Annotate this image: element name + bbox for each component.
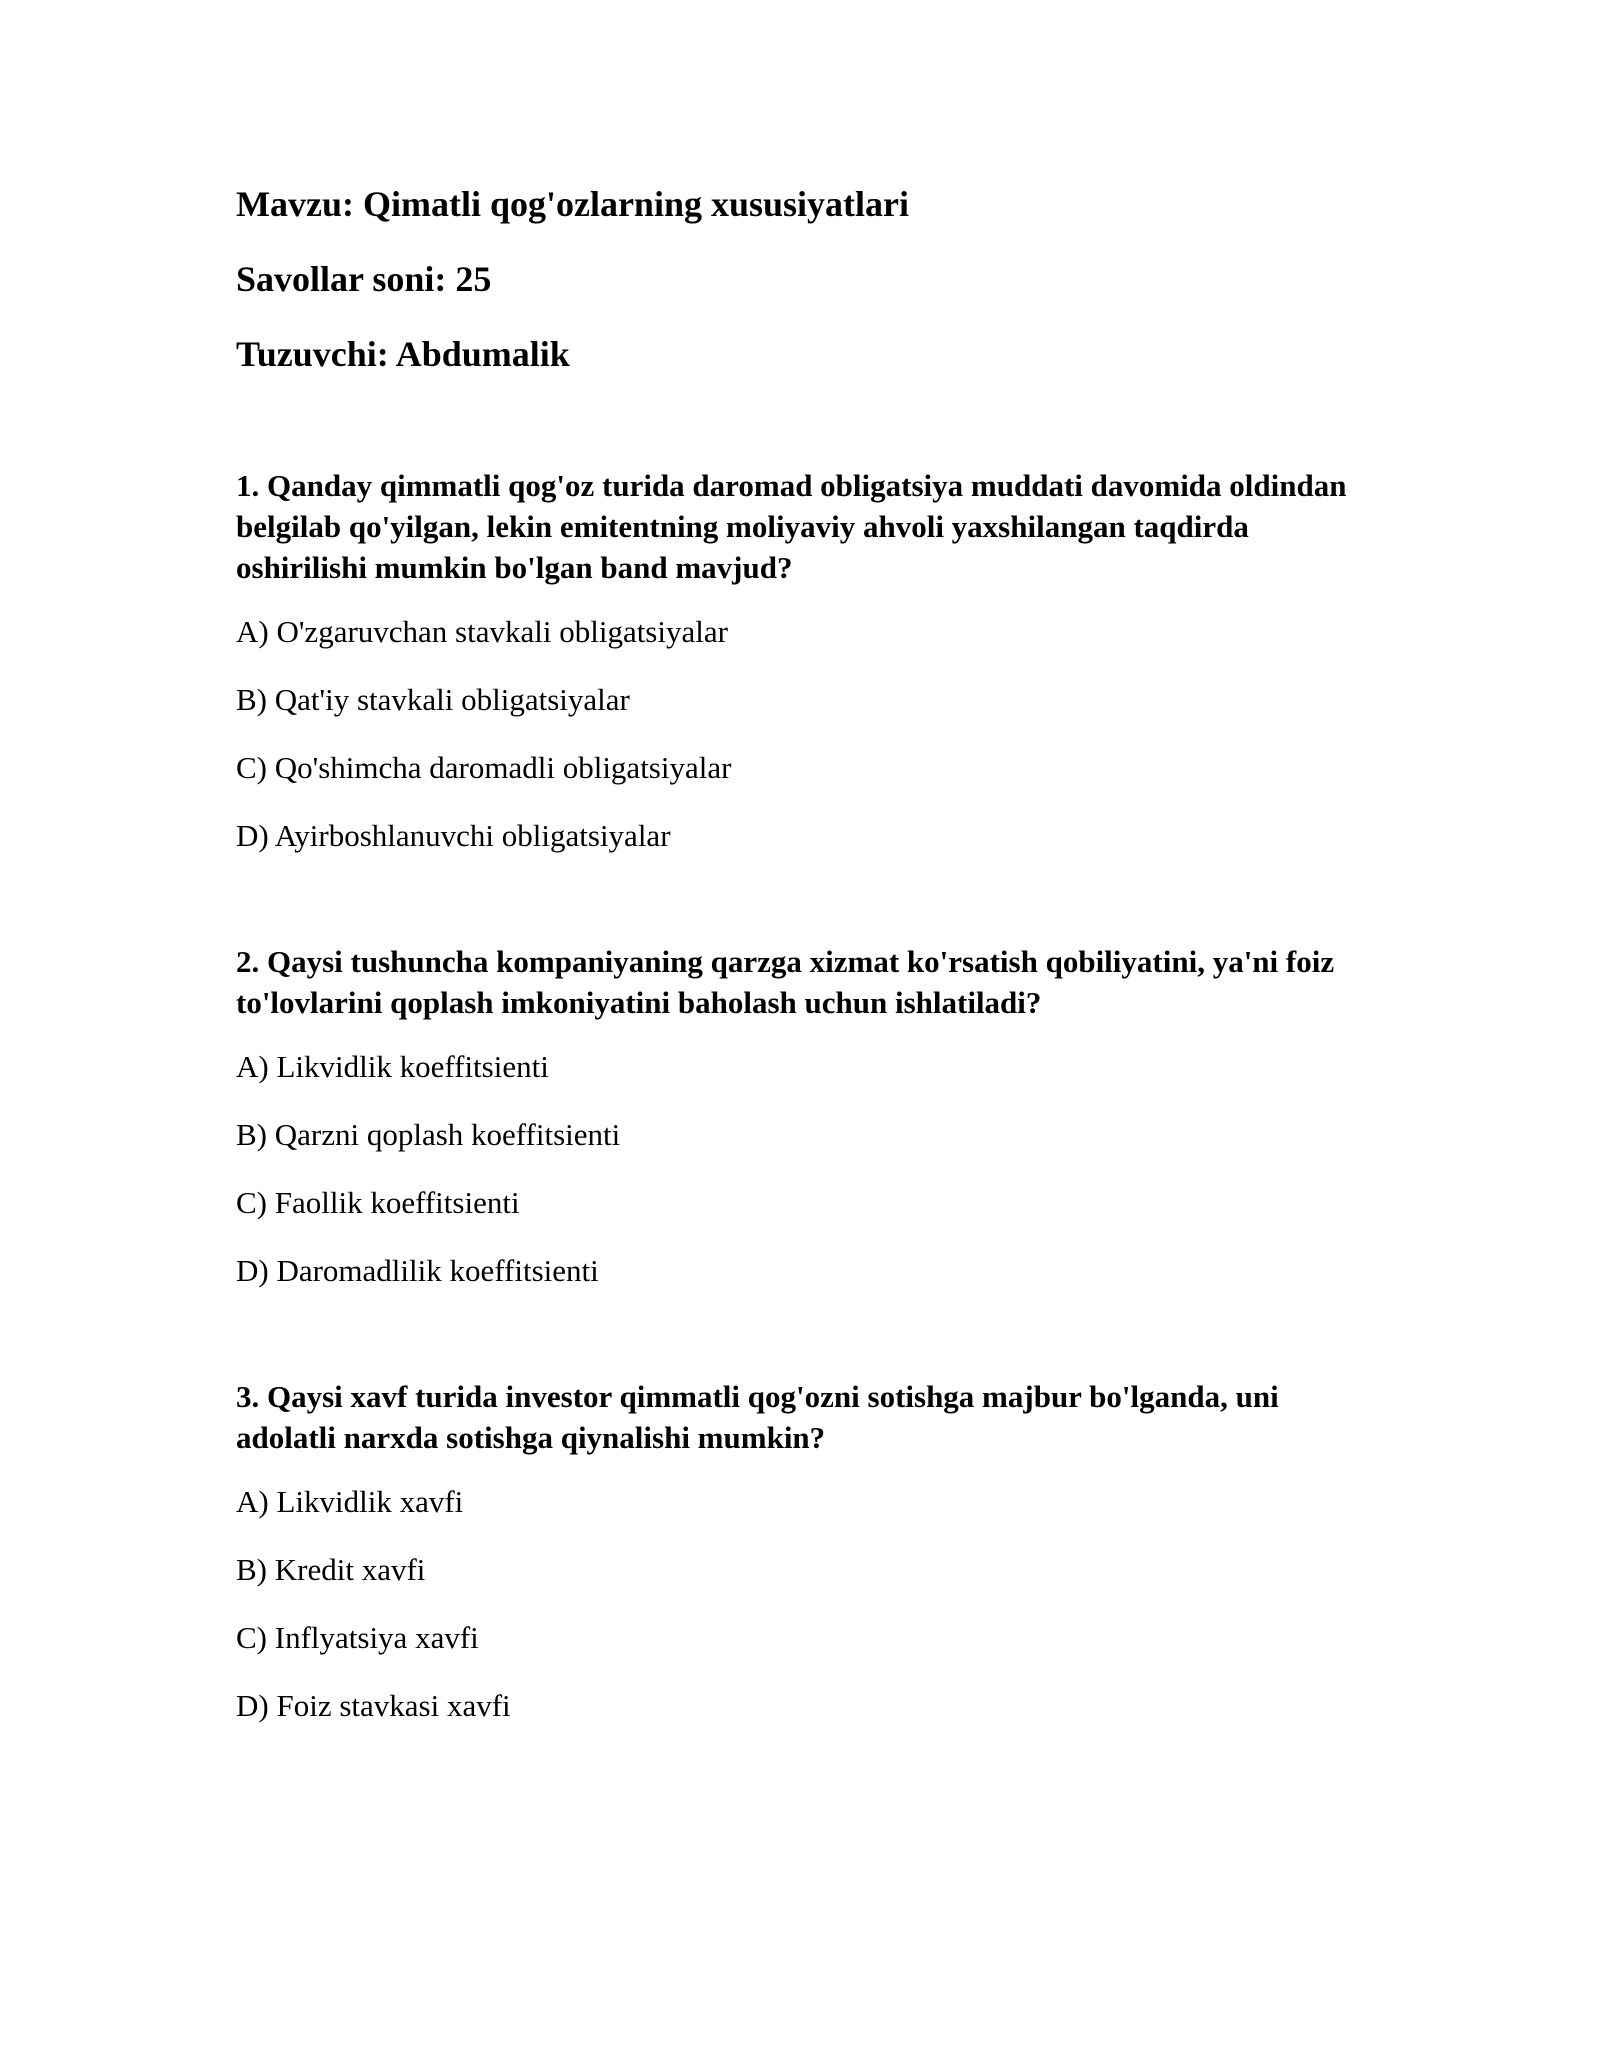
question-3 xyxy=(236,1376,1364,1726)
option-c: C) Qo'shimcha daromadli obligatsiyalar xyxy=(236,750,732,785)
option-a: A) Likvidlik xavfi xyxy=(236,1484,464,1519)
option-a: A) Likvidlik koeffitsienti xyxy=(236,1049,549,1084)
question-count-heading: Savollar soni: 25 xyxy=(236,259,492,299)
author-heading: Tuzuvchi: Abdumalik xyxy=(236,334,570,374)
option-c: C) Faollik koeffitsienti xyxy=(236,1185,520,1220)
question-text: 3. Qaysi xavf turida investor qimmatli qog'ozni sotishga majbur bo'lganda, uni adolatli narxda sotishga qiynalishi mumkin? xyxy=(236,1379,1279,1455)
option-b: B) Qarzni qoplash koeffitsienti xyxy=(236,1117,621,1152)
option-d: D) Ayirboshlanuvchi obligatsiyalar xyxy=(236,818,671,853)
question-2 xyxy=(236,941,1364,1291)
question-1 xyxy=(236,465,1364,856)
document-header xyxy=(236,182,1364,376)
topic-heading: Mavzu: Qimatli qog'ozlarning xususiyatlari xyxy=(236,184,910,224)
option-a: A) O'zgaruvchan stavkali obligatsiyalar xyxy=(236,614,728,649)
question-text: 1. Qanday qimmatli qog'oz turida daromad obligatsiya muddati davomida oldindan belgilab qo'yilgan, lekin emitentning moliyaviy ahvoli yaxshilangan taqdirda oshirilishi mumkin bo'lgan band mavjud? xyxy=(236,468,1347,585)
option-c: C) Inflyatsiya xavfi xyxy=(236,1620,479,1655)
question-text: 2. Qaysi tushuncha kompaniyaning qarzga xizmat ko'rsatish qobiliyatini, ya'ni foiz to'lovlarini qoplash imkoniyatini baholash uchun ishlatiladi? xyxy=(236,944,1335,1020)
option-d: D) Foiz stavkasi xavfi xyxy=(236,1688,511,1723)
option-b: B) Qat'iy stavkali obligatsiyalar xyxy=(236,682,630,717)
option-d: D) Daromadlilik koeffitsienti xyxy=(236,1253,599,1288)
option-b: B) Kredit xavfi xyxy=(236,1552,426,1587)
